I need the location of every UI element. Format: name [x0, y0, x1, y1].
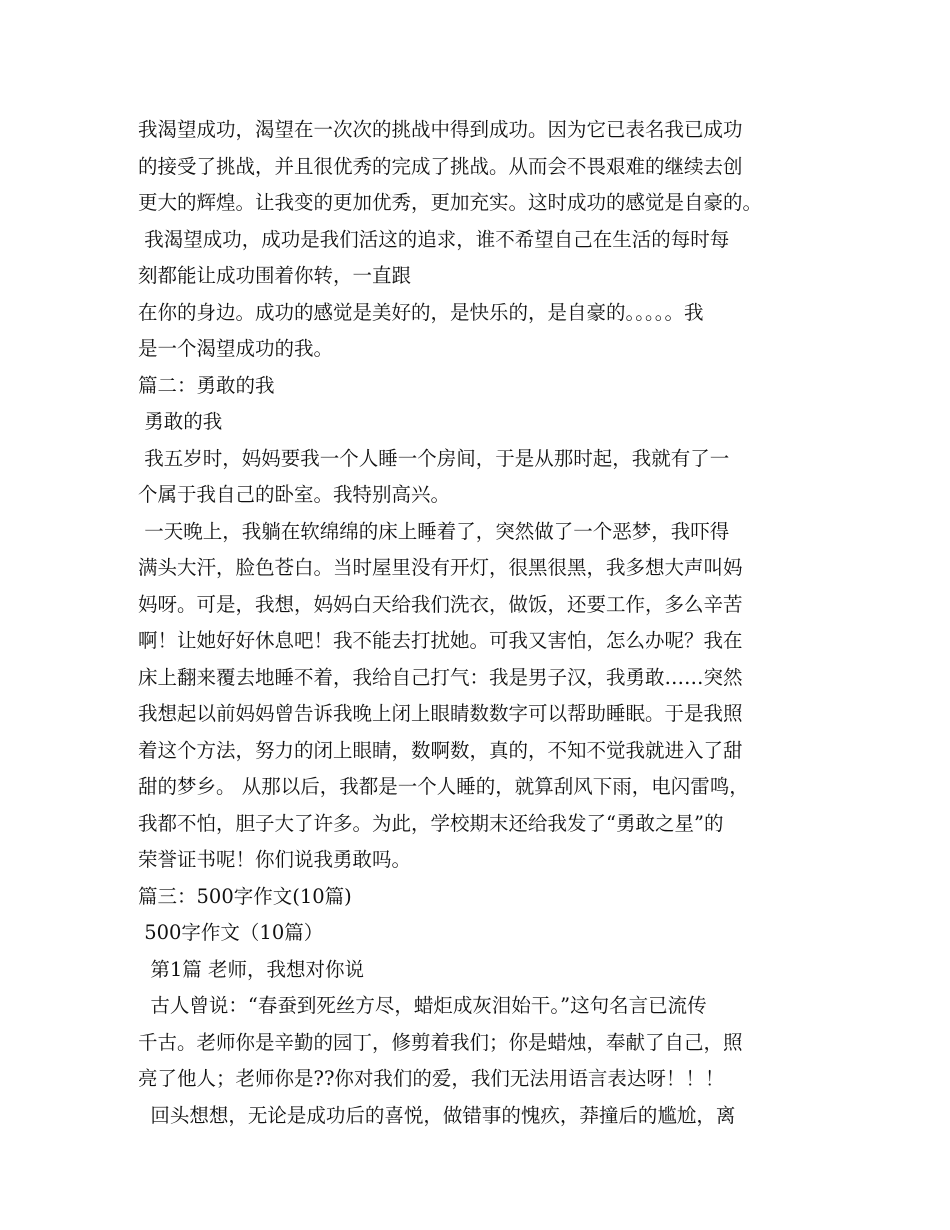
- text-line: 的接受了挑战，并且很优秀的完成了挑战。从而会不畏艰难的继续去创: [138, 154, 743, 178]
- text-line: 满头大汗，脸色苍白。当时屋里没有开灯，很黑很黑，我多想大声叫妈: [138, 556, 743, 579]
- essay-title: 勇敢的我: [138, 410, 223, 433]
- text-line: 千古。老师你是辛勤的园丁，修剪着我们；你是蜡烛，奉献了自己，照: [138, 1030, 743, 1054]
- text-line: 是一个渴望成功的我。: [138, 337, 334, 360]
- text-line: 一天晚上，我躺在软绵绵的床上睡着了，突然做了一个恶梦，我吓得: [138, 519, 730, 543]
- text-line: 古人曾说：“春蚕到死丝方尽，蜡炬成灰泪始干。”这句名言已流传: [138, 994, 707, 1017]
- section-heading: 篇三：500字作文(10篇): [138, 884, 352, 908]
- text-line: 啊！让她好好休息吧！我不能去打扰她。可我又害怕，怎么办呢？我在: [138, 629, 743, 652]
- text-line: 着这个方法，努力的闭上眼睛，数啊数，真的，不知不觉我就进入了甜: [138, 738, 743, 762]
- document-body: [138, 112, 828, 1134]
- text-line: 荣誉证书呢！你们说我勇敢吗。: [138, 848, 412, 871]
- essay-title: 500字作文（10篇）: [138, 921, 324, 944]
- text-line: 回头想想，无论是成功后的喜悦，做错事的愧疚，莽撞后的尴尬，离: [138, 1103, 736, 1127]
- text-line: 更大的辉煌。让我变的更加优秀，更加充实。这时成功的感觉是自豪的。: [138, 191, 763, 214]
- section-heading: 篇二：勇敢的我: [138, 373, 275, 397]
- text-line: 我都不怕，胆子大了许多。为此，学校期末还给我发了“勇敢之星”的: [138, 811, 724, 835]
- text-line: 床上翻来覆去地睡不着，我给自己打气：我是男子汉，我勇敢……突然: [138, 665, 743, 689]
- text-line: 个属于我自己的卧室。我特别高兴。: [138, 483, 451, 506]
- text-line: 我渴望成功，成功是我们活这的追求，谁不希望自己在生活的每时每: [138, 227, 730, 251]
- text-line: 妈呀。可是，我想，妈妈白天给我们洗衣，做饭，还要工作，多么辛苦: [138, 592, 743, 616]
- essay-subtitle: 第1篇 老师，我想对你说: [138, 957, 365, 981]
- text-line: 在你的身边。成功的感觉是美好的，是快乐的，是自豪的。。。。。我: [138, 300, 704, 324]
- text-line: 亮了他人；老师你是??你对我们的爱，我们无法用语言表达呀！！！: [138, 1067, 725, 1090]
- text-line: 刻都能让成功围着你转，一直跟: [138, 264, 412, 287]
- text-line: 我五岁时，妈妈要我一个人睡一个房间，于是从那时起，我就有了一: [138, 446, 730, 470]
- text-line: 我想起以前妈妈曾告诉我晚上闭上眼睛数数字可以帮助睡眠。于是我照: [138, 702, 743, 725]
- text-line: 我渴望成功，渴望在一次次的挑战中得到成功。因为它已表名我已成功: [138, 118, 743, 141]
- text-line: 甜的梦乡。 从那以后，我都是一个人睡的，就算刮风下雨，电闪雷鸣，: [138, 775, 749, 798]
